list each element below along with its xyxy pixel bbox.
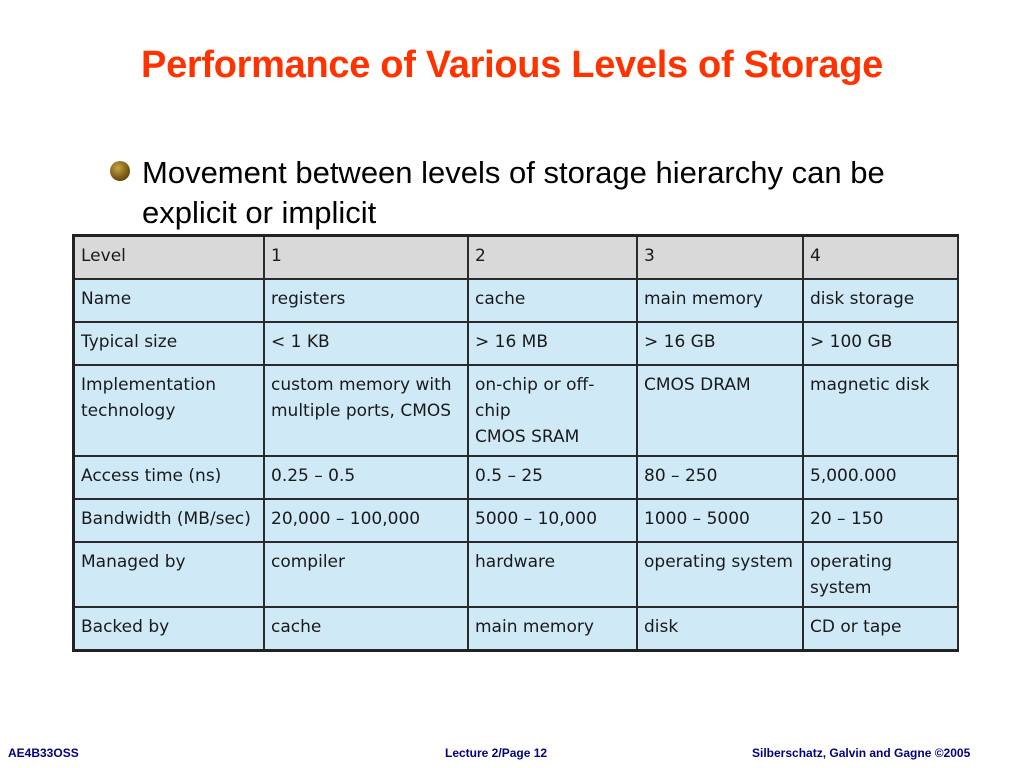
table-header-row (74, 236, 959, 280)
table-cell: operating system (637, 542, 803, 607)
table-cell: 20,000 – 100,000 (264, 499, 468, 542)
table-cell: 5,000.000 (803, 456, 958, 499)
header-cell: 2 (468, 236, 637, 280)
table-cell: CD or tape (803, 607, 958, 651)
footer-copyright: Silberschatz, Galvin and Gagne ©2005 (752, 746, 971, 760)
footer-page-number: Lecture 2/Page 12 (445, 746, 548, 760)
header-cell: 3 (637, 236, 803, 280)
table-row (74, 499, 959, 542)
header-cell: Level (74, 236, 265, 280)
table-cell: registers (264, 279, 468, 322)
table-cell: operating system (803, 542, 958, 607)
row-label: Backed by (74, 607, 265, 651)
row-label: Typical size (74, 322, 265, 365)
table-cell: magnetic disk (803, 365, 958, 456)
table-cell: 0.25 – 0.5 (264, 456, 468, 499)
table-row (74, 542, 959, 607)
table-cell: 80 – 250 (637, 456, 803, 499)
table-cell: CMOS DRAM (637, 365, 803, 456)
table-cell: main memory (637, 279, 803, 322)
table-cell: 0.5 – 25 (468, 456, 637, 499)
bullet-text: Movement between levels of storage hierarchy can be explicit or implicit (142, 155, 885, 230)
table-cell: > 100 GB (803, 322, 958, 365)
table-cell: custom memory with multiple ports, CMOS (264, 365, 468, 456)
table-cell: on-chip or off-chip CMOS SRAM (468, 365, 637, 456)
table-row (74, 279, 959, 322)
row-label: Bandwidth (MB/sec) (74, 499, 265, 542)
round-bullet-icon (110, 161, 130, 181)
header-cell: 4 (803, 236, 958, 280)
row-label: Implementation technology (74, 365, 265, 456)
table-cell: 1000 – 5000 (637, 499, 803, 542)
footer-course-code: AE4B33OSS (8, 746, 79, 760)
table-cell: cache (264, 607, 468, 651)
table-cell: > 16 GB (637, 322, 803, 365)
row-label: Access time (ns) (74, 456, 265, 499)
table-cell: < 1 KB (264, 322, 468, 365)
header-cell: 1 (264, 236, 468, 280)
table-cell: 20 – 150 (803, 499, 958, 542)
storage-levels-table (72, 234, 959, 652)
slide-title: Performance of Various Levels of Storage (141, 44, 883, 86)
table-row (74, 322, 959, 365)
table-row (74, 607, 959, 651)
table-row (74, 365, 959, 456)
row-label: Name (74, 279, 265, 322)
table-cell: main memory (468, 607, 637, 651)
row-label: Managed by (74, 542, 265, 607)
table-cell: > 16 MB (468, 322, 637, 365)
table-cell: hardware (468, 542, 637, 607)
table-cell: disk (637, 607, 803, 651)
table-cell: disk storage (803, 279, 958, 322)
table-cell: 5000 – 10,000 (468, 499, 637, 542)
table-row (74, 456, 959, 499)
table-cell: cache (468, 279, 637, 322)
table-cell: compiler (264, 542, 468, 607)
